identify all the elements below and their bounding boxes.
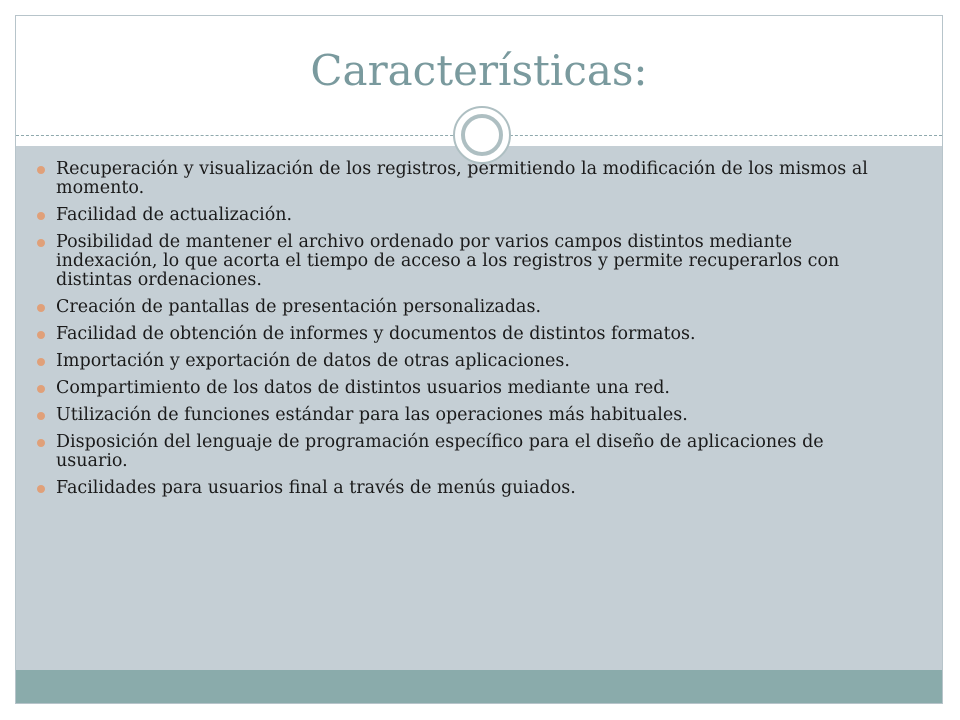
bullet-dot-icon xyxy=(37,385,45,393)
bullet-item xyxy=(37,298,897,317)
bullet-text: Importación y exportación de datos de otras aplicaciones. xyxy=(56,351,570,371)
bullet-dot-icon xyxy=(37,485,45,493)
bullet-text: Posibilidad de mantener el archivo ordenado por varios campos distintos mediante indexación, lo que acorta el tiempo de acceso a los registros y permite recuperarlos con distintas ordenaciones. xyxy=(56,232,840,290)
bullet-item xyxy=(37,479,897,498)
bullet-list xyxy=(37,160,897,506)
bullet-dot-icon xyxy=(37,212,45,220)
bullet-dot-icon xyxy=(37,439,45,447)
bullet-text: Creación de pantallas de presentación personalizadas. xyxy=(56,297,542,317)
bullet-item xyxy=(37,433,897,471)
ring-ornament-icon xyxy=(453,106,511,164)
bullet-dot-icon xyxy=(37,358,45,366)
bullet-text: Utilización de funciones estándar para las operaciones más habituales. xyxy=(56,405,688,425)
bullet-dot-icon xyxy=(37,239,45,247)
bullet-item xyxy=(37,379,897,398)
bullet-dot-icon xyxy=(37,331,45,339)
bullet-text: Facilidades para usuarios final a través de menús guiados. xyxy=(56,478,576,498)
bullet-text: Facilidad de obtención de informes y documentos de distintos formatos. xyxy=(56,324,696,344)
bullet-item xyxy=(37,406,897,425)
footer-bar xyxy=(16,670,942,703)
bullet-text: Disposición del lenguaje de programación específico para el diseño de aplicaciones de usuario. xyxy=(56,432,824,471)
bullet-item xyxy=(37,206,897,225)
bullet-text: Recuperación y visualización de los registros, permitiendo la modificación de los mismos al momento. xyxy=(56,159,868,198)
slide-title: Características: xyxy=(310,46,648,95)
bullet-text: Compartimiento de los datos de distintos usuarios mediante una red. xyxy=(56,378,670,398)
bullet-item xyxy=(37,325,897,344)
bullet-dot-icon xyxy=(37,412,45,420)
bullet-item xyxy=(37,160,897,198)
bullet-item xyxy=(37,233,897,290)
ring-inner xyxy=(461,114,503,156)
bullet-text: Facilidad de actualización. xyxy=(56,205,293,225)
bullet-item xyxy=(37,352,897,371)
bullet-dot-icon xyxy=(37,304,45,312)
bullet-dot-icon xyxy=(37,166,45,174)
